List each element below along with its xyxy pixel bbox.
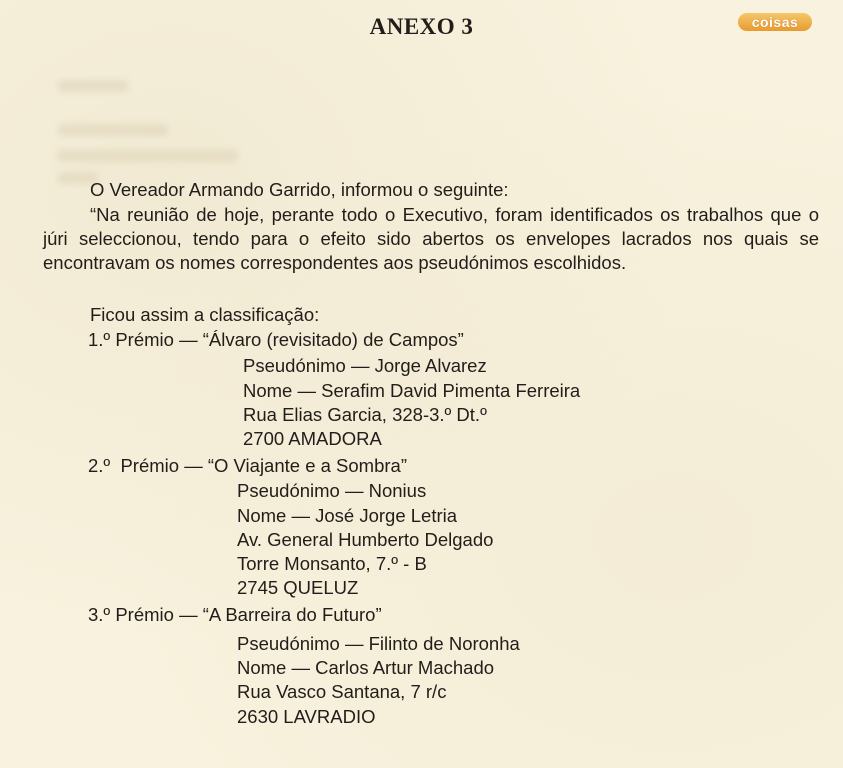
page-title: ANEXO 3 — [369, 14, 474, 39]
prize-2-address-line-2: Torre Monsanto, 7.º - B — [237, 553, 427, 574]
intro-line: O Vereador Armando Garrido, informou o seguinte: — [90, 179, 509, 200]
prize-1-address-line-1: Rua Elias Garcia, 328-3.º Dt.º — [243, 404, 487, 425]
classification-intro: Ficou assim a classificação: — [90, 304, 320, 325]
watermark-logo: coisas — [738, 13, 812, 31]
prize-3-pseudonym: Pseudónimo — Filinto de Noronha — [237, 633, 520, 654]
prize-1-address-line-2: 2700 AMADORA — [243, 428, 382, 449]
prize-3-address-line-2: 2630 LAVRADIO — [237, 706, 376, 727]
prize-3-name: Nome — Carlos Artur Machado — [237, 657, 495, 678]
prize-2-heading: 2.º Prémio — “O Viajante e a Sombra” — [88, 455, 407, 476]
prize-3-heading: 3.º Prémio — “A Barreira do Futuro” — [88, 604, 382, 625]
show-through-mark — [58, 124, 168, 136]
prize-1-name: Nome — Serafim David Pimenta Ferreira — [243, 380, 581, 401]
show-through-mark — [58, 150, 238, 162]
show-through-mark — [58, 80, 128, 92]
prize-3-address-line-1: Rua Vasco Santana, 7 r/c — [237, 681, 447, 702]
prize-2-address-line-3: 2745 QUELUZ — [237, 577, 359, 598]
prize-2-address-line-1: Av. General Humberto Delgado — [237, 529, 494, 550]
quote-paragraph: “Na reunião de hoje, perante todo o Executivo, foram identificados os trabalhos que o júri seleccionou, tendo para o efeito sido abertos os envelopes lacrados nos quais se encontravam os nomes correspondentes aos pseudónimos escolhidos. — [43, 204, 819, 273]
prize-2-name: Nome — José Jorge Letria — [237, 505, 458, 526]
prize-2-pseudonym: Pseudónimo — Nonius — [237, 480, 427, 501]
prize-1-heading: 1.º Prémio — “Álvaro (revisitado) de Campos” — [88, 329, 464, 350]
prize-1-pseudonym: Pseudónimo — Jorge Alvarez — [243, 355, 487, 376]
